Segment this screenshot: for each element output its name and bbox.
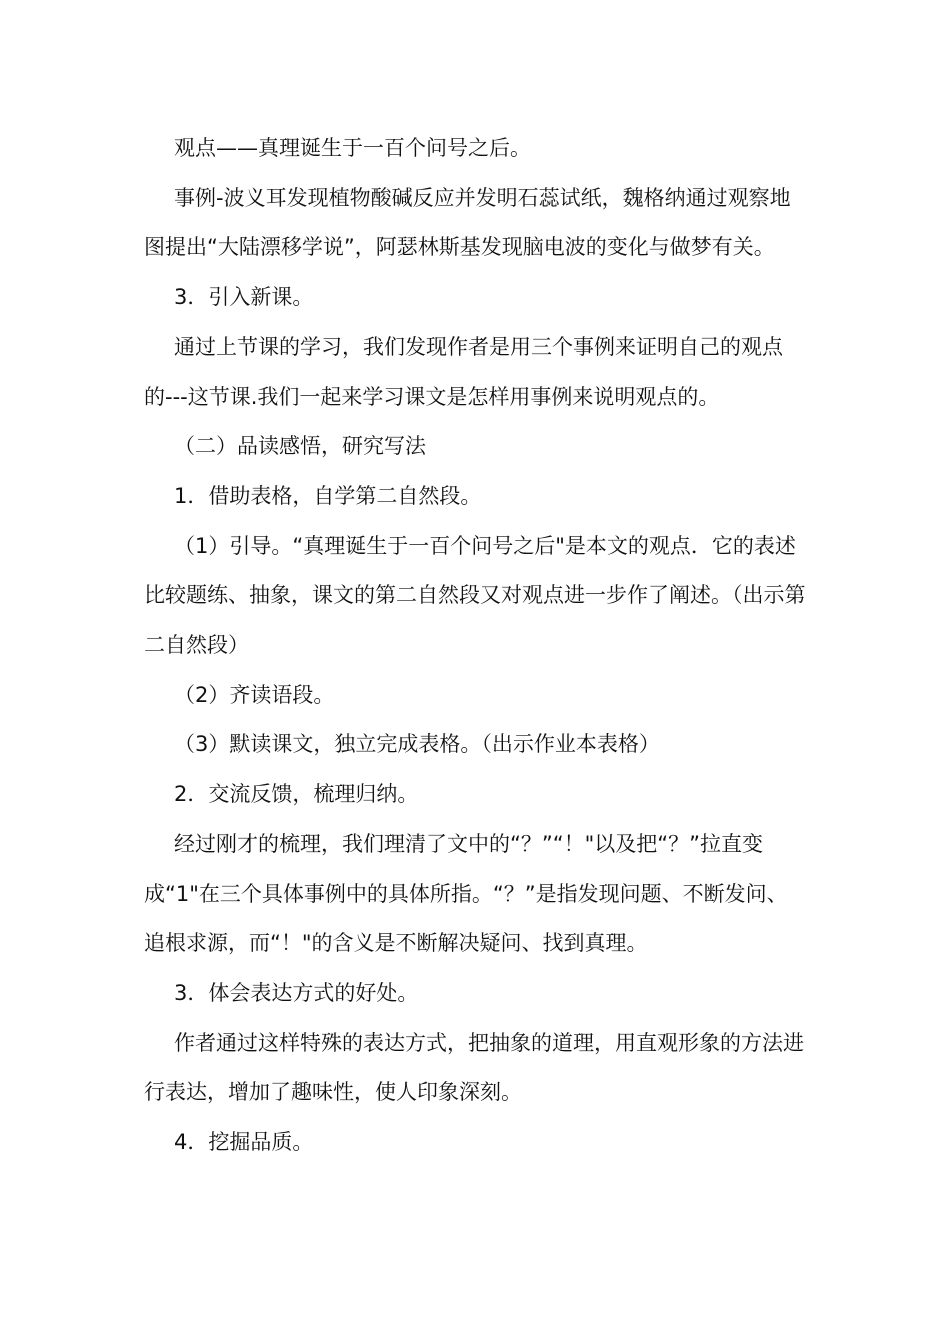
- paragraph-step-4-quality: 4．挖掘品质。: [174, 1130, 314, 1155]
- paragraph-substep-3: （3）默读课文，独立完成表格。（出示作业本表格）: [174, 732, 660, 757]
- paragraph-substep-1: （1）引导。“真理诞生于一百个问号之后"是本文的观点．它的表述比较题练、抽象，课文的第二自然段又对观点进一步作了阐述。（出示第二自然段）: [144, 533, 806, 658]
- paragraph-review: 通过上节课的学习，我们发现作者是用三个事例来证明自己的观点的---这节课.我们一起来学习课文是怎样用事例来说明观点的。: [144, 334, 783, 409]
- paragraph-viewpoint: 观点——真理诞生于一百个问号之后。: [174, 136, 531, 160]
- paragraph-substep-2: （2）齐读语段。: [174, 682, 335, 707]
- document-body: [144, 124, 808, 1168]
- paragraph-summary: 经过刚才的梳理，我们理清了文中的“？”“！"以及把“？”拉直变成“1"在三个具体事例中的具体所指。“？”是指发现问题、不断发问、追根求源，而“！"的含义是不断解决疑问、找到真理。: [144, 831, 788, 956]
- paragraph-step-3-expression: 3．体会表达方式的好处。: [174, 980, 419, 1005]
- paragraph-step-2-feedback: 2．交流反馈，梳理归纳。: [174, 782, 419, 807]
- paragraph-step-3-new-lesson: 3．引入新课。: [174, 285, 314, 310]
- paragraph-step-1-table: 1．借助表格，自学第二自然段。: [174, 483, 482, 508]
- paragraph-expression-benefit: 作者通过这样特殊的表达方式，把抽象的道理，用直观形象的方法进行表达，增加了趣味性，使人印象深刻。: [144, 1030, 804, 1105]
- section-heading-2: （二）品读感悟，研究写法: [174, 434, 426, 459]
- paragraph-examples: 事例-波义耳发现植物酸碱反应并发明石蕊试纸，魏格纳通过观察地图提出“大陆漂移学说”，阿瑟林斯基发现脑电波的变化与做梦有关。: [144, 185, 791, 260]
